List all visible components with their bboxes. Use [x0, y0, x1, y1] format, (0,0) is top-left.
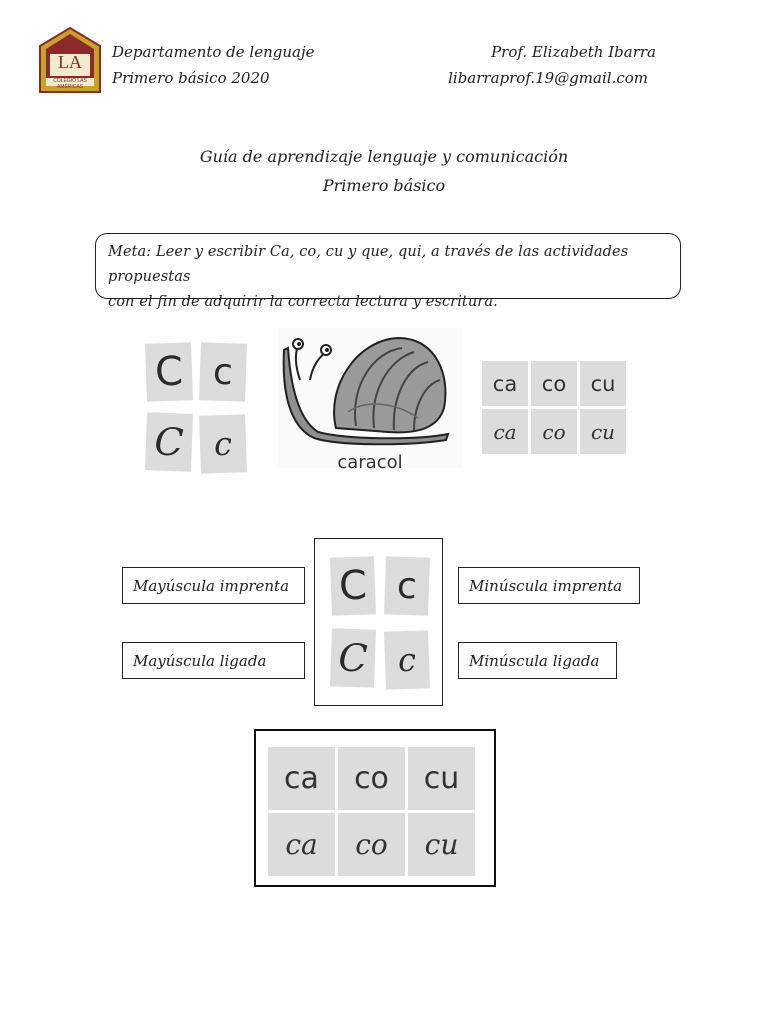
syllable-cell	[482, 409, 528, 454]
letter-frame	[314, 538, 443, 706]
label-lower-print: Minúscula imprenta	[458, 567, 640, 604]
letter-lower-print: c	[396, 565, 418, 607]
label-upper-print: Mayúscula imprenta	[122, 567, 305, 604]
letter-card-lower-print	[384, 556, 430, 616]
syllable-cursive: co	[542, 419, 566, 444]
letter-lower-cursive: c	[213, 424, 233, 464]
syllable-cell	[268, 747, 335, 810]
letter-card-lower-print	[199, 342, 247, 402]
syllable-cell	[531, 409, 577, 454]
syllable-cell	[268, 813, 335, 876]
letter-card-upper-print	[145, 342, 193, 402]
goal-box	[95, 233, 681, 310]
letter-upper-print: C	[154, 348, 184, 396]
letter-card-lower-cursive	[384, 630, 430, 690]
syllable-grid-small	[482, 361, 628, 455]
page-title: Guía de aprendizaje lenguaje y comunicación	[199, 147, 569, 166]
teacher-email: libarraprof.19@gmail.com	[448, 69, 648, 87]
letter-lower-print: c	[212, 351, 234, 393]
label-upper-cursive: Mayúscula ligada	[122, 642, 305, 679]
syllable-cell	[408, 747, 475, 810]
letter-upper-print: C	[338, 562, 368, 610]
logo-text: LA	[58, 52, 82, 72]
goal-line-1: Meta: Leer y escribir Ca, co, cu y que, qui, a través de las actividades propuestas	[108, 244, 629, 285]
syllable-print: ca	[492, 371, 518, 396]
goal-line-2: con el fin de adquirir la correcta lectura y escritura.	[108, 294, 498, 310]
syllable-cell	[338, 747, 405, 810]
snail-icon	[278, 328, 462, 448]
snail-illustration	[278, 328, 462, 473]
syllable-frame	[254, 729, 496, 887]
letter-upper-cursive: C	[153, 419, 185, 465]
letter-upper-cursive: C	[337, 635, 369, 681]
syllable-cell	[580, 409, 626, 454]
letter-lower-cursive: c	[397, 640, 417, 680]
syllable-cursive: cu	[424, 828, 459, 861]
school-logo	[38, 26, 102, 94]
department-text: Departamento de lenguaje	[112, 43, 315, 61]
syllable-print: ca	[284, 761, 319, 796]
letter-card-lower-cursive	[199, 414, 247, 474]
course-year-text: Primero básico 2020	[112, 69, 270, 87]
syllable-cell	[338, 813, 405, 876]
syllable-print: co	[354, 761, 389, 796]
syllable-cell	[408, 813, 475, 876]
page-subtitle: Primero básico	[322, 176, 446, 195]
logo-subtext: COLEGIO LAS AMÉRICAS	[53, 78, 87, 90]
syllable-cursive: ca	[285, 828, 318, 861]
label-lower-cursive: Minúscula ligada	[458, 642, 617, 679]
syllable-cell	[482, 361, 528, 406]
syllable-print: co	[541, 371, 567, 396]
syllable-cell	[580, 361, 626, 406]
letter-card-upper-print	[330, 556, 376, 616]
snail-label: caracol	[337, 452, 403, 473]
syllable-grid-large	[268, 747, 476, 877]
syllable-cursive: cu	[590, 419, 616, 444]
letter-card-upper-cursive	[145, 412, 193, 472]
letter-card-upper-cursive	[330, 628, 376, 688]
syllable-cell	[531, 361, 577, 406]
syllable-cursive: ca	[493, 419, 517, 444]
syllable-cursive: co	[355, 828, 388, 861]
syllable-print: cu	[423, 761, 460, 796]
syllable-print: cu	[590, 371, 616, 396]
teacher-name: Prof. Elizabeth Ibarra	[491, 43, 656, 61]
